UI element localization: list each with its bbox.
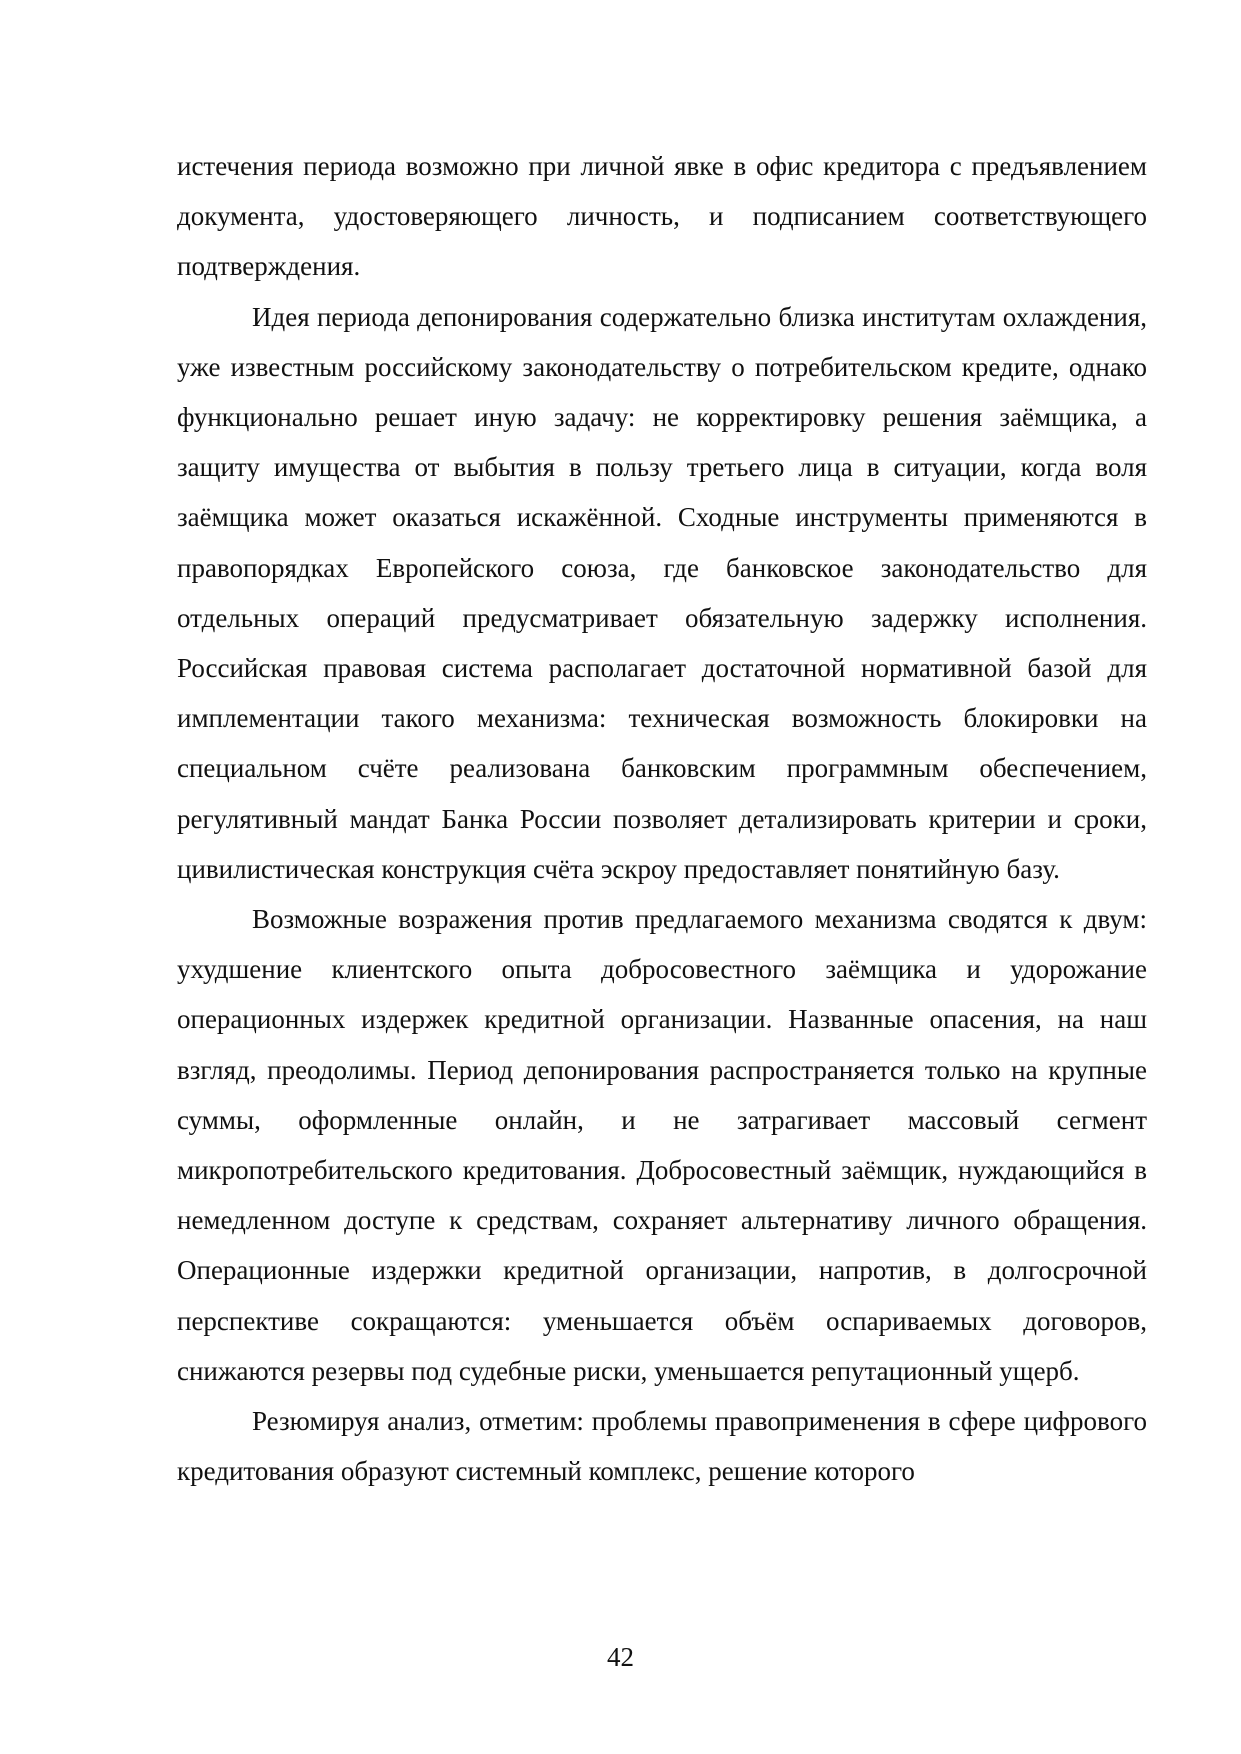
paragraph-deposit-period-idea: Идея периода депонирования содержательно близка институтам охлаждения, уже известным российскому законодательству о потребительском кредите, однако функционально решает иную задачу: не корректировку решения заёмщика, а защиту имущества от выбытия в пользу третьего лица в ситуации, когда воля заёмщика может оказаться искажённой. Сходные инструменты применяются в правопорядках Европейского союза, где банковское законодательство для отдельных операций предусматривает обязательную задержку исполнения. Российская правовая система располагает достаточной нормативной базой для имплементации такого механизма: техническая возможность блокировки на специальном счёте реализована банковским программным обеспечением, регулятивный мандат Банка России позволяет детализировать критерии и сроки, цивилистическая конструкция счёта эскроу предоставляет понятийную базу. [177, 301, 1147, 884]
paragraph-objections: Возможные возражения против предлагаемого механизма сводятся к двум: ухудшение клиентского опыта добросовестного заёмщика и удорожание операционных издержек кредитной организации. Названные опасения, на наш взгляд, преодолимы. Период депонирования распространяется только на крупные суммы, оформленные онлайн, и не затрагивает массовый сегмент микропотребительского кредитования. Добросовестный заёмщик, нуждающийся в немедленном доступе к средствам, сохраняет альтернативу личного обращения. Операционные издержки кредитной организации, напротив, в долгосрочной перспективе сокращаются: уменьшается объём оспариваемых договоров, снижаются резервы под судебные риски, уменьшается репутационный ущерб. [177, 904, 1147, 1386]
paragraph-continuation: истечения периода возможно при личной явке в офис кредитора с предъявлением документа, удостоверяющего личность, и подписанием соответствующего подтверждения. [177, 151, 1147, 282]
body-text [177, 141, 1147, 1496]
page-number: 42 [607, 1642, 634, 1672]
paragraph-summary: Резюмируя анализ, отметим: проблемы правоприменения в сфере цифрового кредитования образуют системный комплекс, решение которого [177, 1406, 1147, 1487]
